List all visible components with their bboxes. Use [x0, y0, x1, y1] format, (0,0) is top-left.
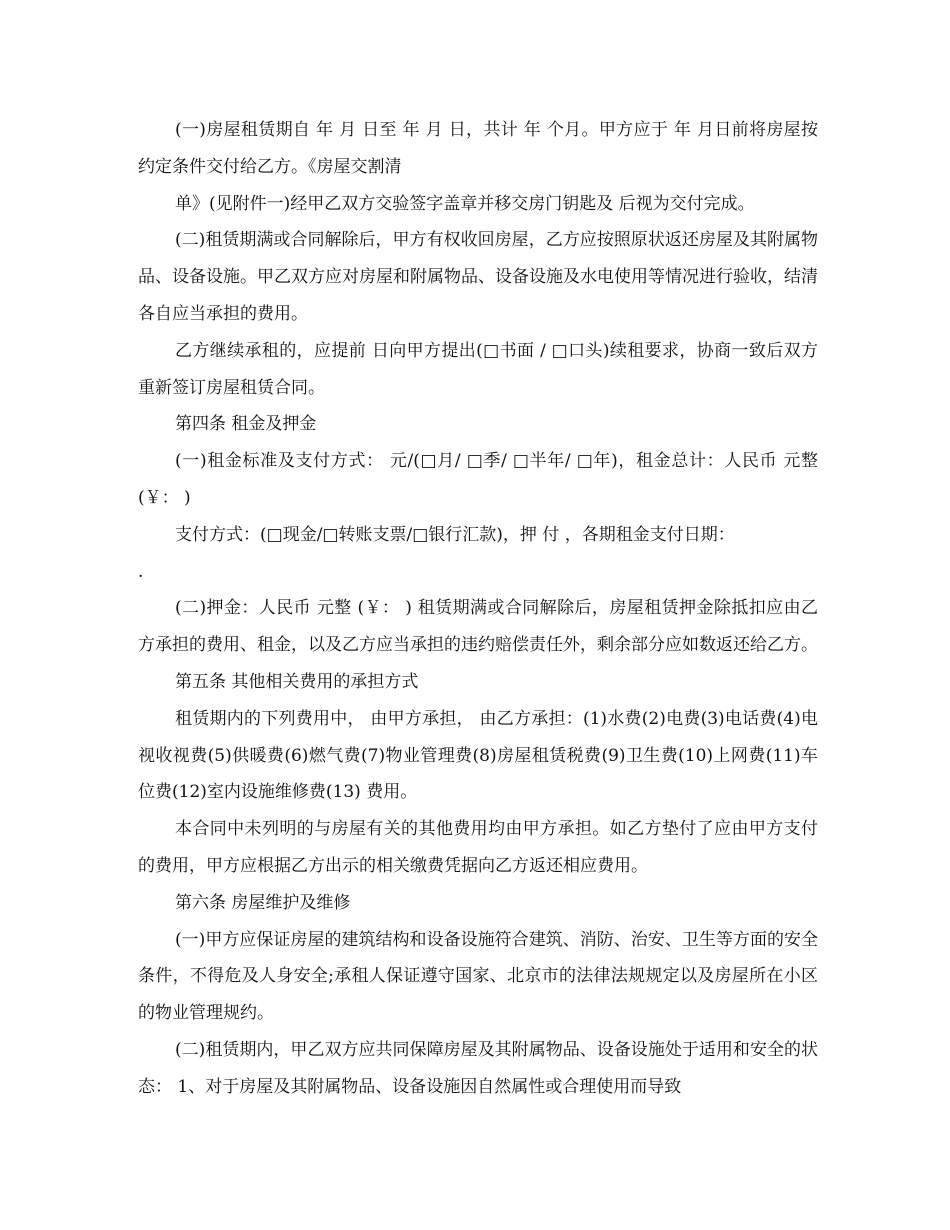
paragraph-other-fees: 本合同中未列明的与房屋有关的其他费用均由甲方承担。如乙方垫付了应由甲方支付的费用，甲方应根据乙方出示的相关缴费凭据向乙方返还相应费用。: [138, 819, 818, 876]
heading-article-4: 第四条 租金及押金: [175, 414, 317, 435]
paragraph-safety-conditions: (一)甲方应保证房屋的建筑结构和设备设施符合建筑、消防、治安、卫生等方面的安全条件，不得危及人身安全;承租人保证遵守国家、北京市的法律法规规定以及房屋所在小区的物业管理规约。: [138, 929, 818, 1024]
paragraph-deposit: (二)押金：人民币 元整 (￥： ) 租赁期满或合同解除后，房屋租赁押金除抵扣应由乙方承担的费用、租金，以及乙方应当承担的违约赔偿责任外，剩余部分应如数返还给乙方。: [138, 598, 818, 656]
paragraph-payment-continued: .: [138, 561, 144, 582]
paragraph-lease-expiry: (二)租赁期满或合同解除后，甲方有权收回房屋，乙方应按照原状返还房屋及其附属物品、设备设施。甲乙双方应对房屋和附属物品、设备设施及水电使用等情况进行验收，结清各自应当承担的费用。: [138, 230, 818, 324]
paragraph-rent-standard: (一)租金标准及支付方式： 元/(□月/ □季/ □半年/ □年)，租金总计：人民币 元整(￥： ): [138, 451, 818, 508]
paragraph-fees-list: 租赁期内的下列费用中， 由甲方承担， 由乙方承担：(1)水费(2)电费(3)电话费(4)电视收视费(5)供暖费(6)燃气费(7)物业管理费(8)房屋租赁税费(9)卫生费(10)上网费(11)车位费(12)室内设施维修费(13) 费用。: [138, 708, 818, 803]
paragraph-lease-term: (一)房屋租赁期自 年 月 日至 年 月 日，共计 年 个月。甲方应于 年 月日前将房屋按约定条件交付给乙方。《房屋交割清: [138, 120, 818, 177]
paragraph-maintenance: (二)租赁期内，甲乙双方应共同保障房屋及其附属物品、设备设施处于适用和安全的状态： 1、对于房屋及其附属物品、设备设施因自然属性或合理使用而导致: [138, 1039, 818, 1097]
paragraph-payment-method: 支付方式：(□现金/□转账支票/□银行汇款)，押 付 ，各期租金支付日期：: [175, 524, 735, 545]
contract-body: [138, 112, 818, 1106]
heading-article-5: 第五条 其他相关费用的承担方式: [175, 671, 419, 692]
heading-article-6: 第六条 房屋维护及维修: [175, 892, 351, 913]
paragraph-handover-list: 单》(见附件一)经甲乙双方交验签字盖章并移交房门钥匙及 后视为交付完成。: [175, 193, 755, 214]
paragraph-renewal: 乙方继续承租的，应提前 日向甲方提出(□书面 / □口头)续租要求，协商一致后双方重新签订房屋租赁合同。: [138, 340, 818, 398]
